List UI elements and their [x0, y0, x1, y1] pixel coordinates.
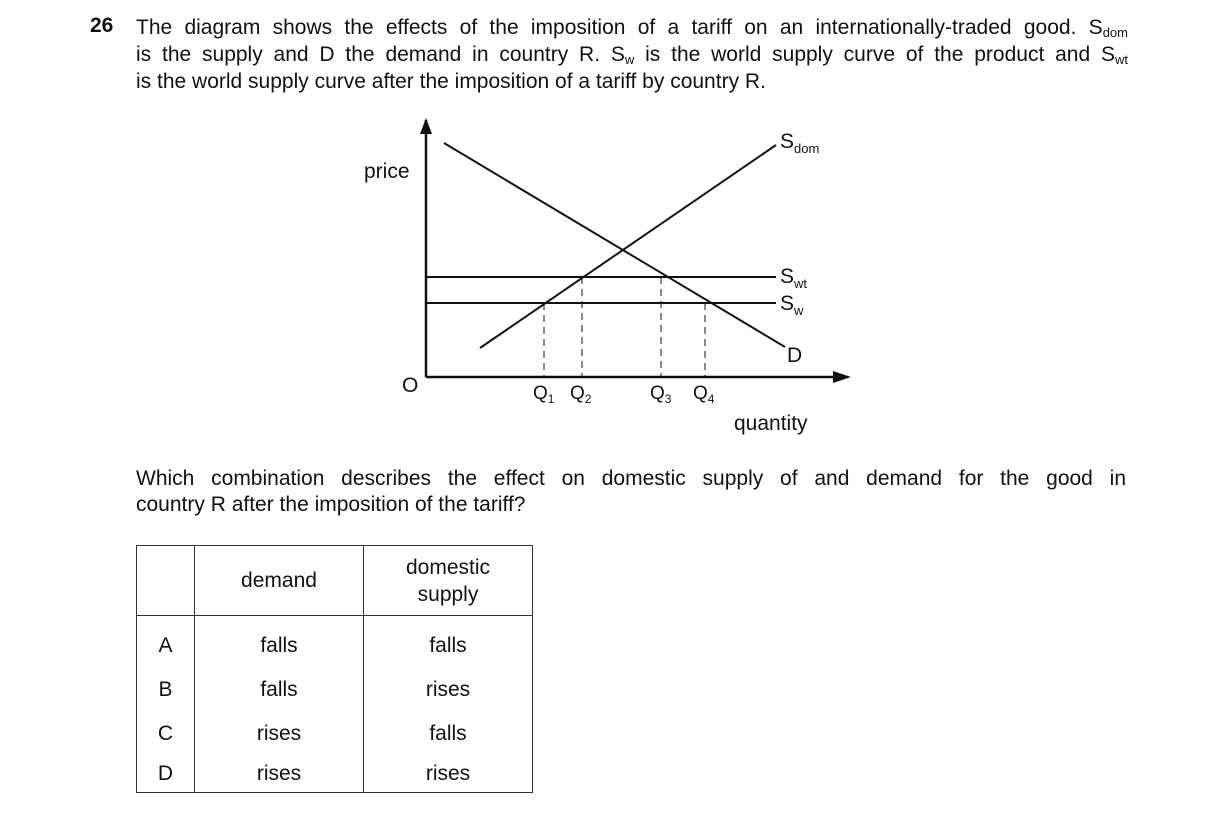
option-supply: falls	[364, 616, 533, 669]
answer-row-a[interactable]	[137, 616, 533, 669]
s-dom-label: $S_{dom}$	[780, 130, 820, 156]
intro-line-1: The diagram shows the effects of the imposition of a tariff on an internationally-traded good. $S_{dom}$	[136, 16, 1128, 40]
intro-sub-wt: wt	[1115, 52, 1128, 67]
question-prompt	[136, 466, 1126, 518]
answer-row-b[interactable]	[137, 668, 533, 712]
option-supply: falls	[364, 712, 533, 756]
answer-table	[136, 545, 533, 793]
question-number: 26	[90, 14, 114, 37]
answer-row-c[interactable]	[137, 712, 533, 756]
s-dom-curve	[480, 145, 776, 348]
option-demand: rises	[195, 756, 364, 793]
option-supply: rises	[364, 668, 533, 712]
x-axis-label: quantity	[734, 412, 808, 435]
prompt-line-2: country R after the imposition of the tariff?	[136, 493, 526, 516]
prompt-line-1: Which combination describes the effect on domestic supply of and demand for the good in	[136, 467, 1126, 490]
s-wt-label: $S_{wt}$	[780, 265, 808, 291]
q2-label: $Q_2$	[570, 383, 592, 406]
option-letter: A	[137, 616, 195, 669]
intro-sub-w: w	[624, 52, 635, 67]
option-supply: rises	[364, 756, 533, 793]
answer-row-d[interactable]	[137, 756, 533, 793]
option-demand: falls	[195, 616, 364, 669]
y-axis-label: price	[364, 160, 410, 183]
option-letter: D	[137, 756, 195, 793]
answer-table-header	[137, 546, 533, 616]
origin-label: O	[402, 374, 419, 397]
intro-line-2: is the supply and D the demand in country R. $S_w$ is the world supply curve of the product and $S_{wt}$	[136, 43, 1128, 67]
header-domestic-supply: domestic supply	[364, 546, 533, 616]
header-blank	[137, 546, 195, 616]
s-w-label: $S_w$	[780, 292, 804, 318]
demand-label: D	[787, 344, 803, 367]
q3-label: $Q_3$	[650, 383, 672, 406]
option-demand: rises	[195, 712, 364, 756]
q1-label: $Q_1$	[533, 383, 555, 406]
y-axis-arrowhead	[420, 118, 432, 134]
intro-sub-dom: dom	[1102, 25, 1128, 40]
header-demand: demand	[195, 546, 364, 616]
intro-line-3: is the world supply curve after the imposition of a tariff by country R.	[136, 70, 766, 93]
option-demand: falls	[195, 668, 364, 712]
option-letter: C	[137, 712, 195, 756]
x-axis-arrowhead	[833, 371, 851, 383]
option-letter: B	[137, 668, 195, 712]
q4-label: $Q_4$	[693, 383, 715, 406]
